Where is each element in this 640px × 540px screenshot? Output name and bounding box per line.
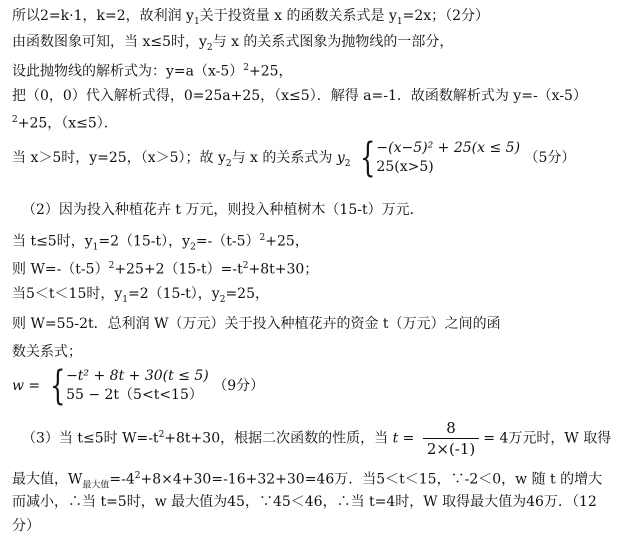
text: =2（15-t），y xyxy=(98,233,191,250)
text: +8t+30，根据二次函数的性质，当 xyxy=(164,430,389,447)
line-16 xyxy=(12,492,597,512)
superscript: 2 xyxy=(134,471,141,481)
text: 分） xyxy=(12,518,40,534)
line-1 xyxy=(12,6,489,32)
subscript: 1 xyxy=(396,16,403,27)
superscript: 2 xyxy=(259,233,266,243)
text: = 4 xyxy=(483,430,509,447)
text: 当 t≤5时，y xyxy=(12,233,93,250)
line-3 xyxy=(12,58,293,82)
subscript: 最大值 xyxy=(82,480,110,491)
line-11 xyxy=(12,314,501,334)
text: 与 x 的关系式图象为抛物线的一部分， xyxy=(212,34,454,50)
text: 与 x 的关系式为 xyxy=(231,150,337,166)
superscript: 2 xyxy=(12,115,18,125)
text: +8t+30； xyxy=(248,261,319,278)
text: 当5＜t＜15时，y xyxy=(12,286,123,302)
text: 而减小，∴当 t=5时，w 最大值为45，∵45＜46，∴当 t=4时，W 取得最大值为46万．（12 xyxy=(12,494,597,510)
text: （5分） xyxy=(524,150,576,166)
line-2 xyxy=(12,32,453,58)
text: 数关系式； xyxy=(12,344,82,360)
text: 所以2=k·1，k=2，故利润 y xyxy=(12,8,194,24)
text: +25+2（15-t）=-t xyxy=(114,261,243,278)
superscript: 2 xyxy=(158,429,165,440)
line-6: 当 x＞5时，y=25，（x＞5）；故 $y_2$与 x 的关系式为 $y_2$ { −(x−5)² + 25(x ≤ 5) 25(x>5) （5分） xyxy=(12,135,576,181)
text: 则 W=-（t-5） xyxy=(12,261,109,278)
superscript: 2 xyxy=(108,261,115,271)
piecewise-cases xyxy=(66,367,209,405)
text: =-4 xyxy=(109,471,135,488)
text: 关于投资量 x 的函数关系式是 y xyxy=(199,8,397,24)
text: 把（0，0）代入解析式得，0=25a+25，（x≤5）．解得 a=-1．故函数解析式为 y=-（x-5） xyxy=(12,88,587,104)
line-17 xyxy=(12,516,40,536)
subscript: 2 xyxy=(344,158,351,169)
text: 由函数图象可知，当 x≤5时，y xyxy=(12,34,207,50)
case-1: −(x−5)² + 25(x ≤ 5) xyxy=(376,140,521,156)
text: 则 W=55-2t．总利润 W（万元）关于投入种植花卉的资金 t（万元）之间的函 xyxy=(12,316,501,332)
line-12 xyxy=(12,342,82,362)
text: +8×4+30=-16+32+30=46万．当5＜t＜15，∵-2＜0，w 随 t 的增大 xyxy=(140,471,603,488)
text: +25，（x≤5）． xyxy=(17,115,118,132)
text: =-（t-5） xyxy=(195,233,260,250)
text: +25， xyxy=(249,63,293,80)
piecewise-cases xyxy=(376,139,520,177)
subscript: 2 xyxy=(206,42,213,53)
line-14: （3）当 t≤5时 $W=-t^2+8t+30$，根据二次函数的性质，当 t = $\frac{8}{2\times(-1)}$ = 4万元时，W 取得 xyxy=(22,419,612,458)
line-5 xyxy=(12,110,118,134)
line-8 xyxy=(12,228,309,257)
line-10 xyxy=(12,284,269,310)
subscript: 1 xyxy=(122,294,128,305)
left-brace: { xyxy=(49,363,65,409)
line-13: w = { −t² + 8t + 30(t ≤ 5) 55 − 2t（5<t<15） （9分） xyxy=(12,363,265,409)
case-2: 25(x>5) xyxy=(376,159,434,175)
text: （3）当 t≤5时 W=-t xyxy=(22,430,159,447)
text: （9分） xyxy=(213,378,265,394)
text: 万元时，W 取得 xyxy=(508,430,612,447)
fraction xyxy=(423,418,479,459)
text: =2（15-t），y xyxy=(128,286,220,302)
subscript: 2 xyxy=(190,242,196,253)
line-9 xyxy=(12,256,318,280)
text: 当 x＞5时，y=25，（x＞5）；故 y xyxy=(12,150,226,166)
text: 最大值，W xyxy=(12,471,83,488)
line-4 xyxy=(12,86,587,106)
text: =25， xyxy=(225,286,269,302)
case-1: −t² + 8t + 30(t ≤ 5) xyxy=(66,368,209,384)
fraction-denominator: 2×(-1) xyxy=(426,440,476,458)
fraction-numerator: 8 xyxy=(423,418,479,439)
subscript: 2 xyxy=(225,158,232,169)
text: （2）因为投入种植花卉 t 万元，则投入种植树木（15-t）万元． xyxy=(22,202,424,218)
line-7 xyxy=(22,200,424,220)
superscript: 2 xyxy=(243,63,250,73)
text: 设此抛物线的解析式为：y=a（x-5） xyxy=(12,63,244,80)
subscript: 1 xyxy=(193,16,200,27)
text: +25， xyxy=(265,233,309,250)
subscript: 2 xyxy=(219,294,226,305)
case-2: 55 − 2t（5<t<15） xyxy=(66,387,203,403)
subscript: 1 xyxy=(92,242,99,253)
left-brace: { xyxy=(360,135,376,181)
superscript: 2 xyxy=(242,261,249,271)
text: =2x；（2分） xyxy=(402,8,490,24)
